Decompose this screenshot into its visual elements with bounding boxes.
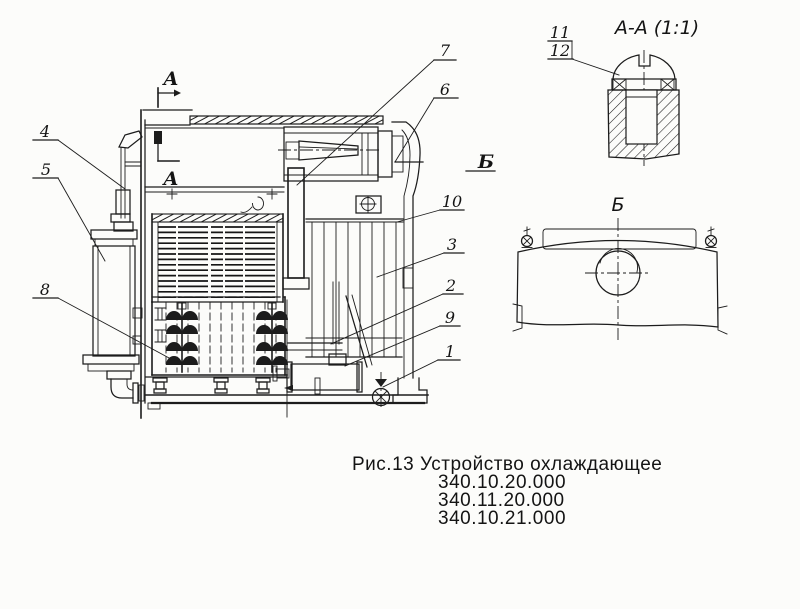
figure-title: Рис.13 Устройство охлаждающее xyxy=(352,454,663,475)
section-aa-title: А-А (1:1) xyxy=(614,17,700,39)
expansion-tank xyxy=(83,131,144,403)
corner-screw-left xyxy=(522,227,533,248)
cylinder-fitting xyxy=(329,354,346,365)
callout-6 xyxy=(395,80,458,162)
fan-spinner-cone xyxy=(299,141,358,160)
hook-detail xyxy=(241,197,264,212)
callout-7 xyxy=(297,41,456,185)
side-clamps xyxy=(155,308,166,342)
right-foot xyxy=(393,378,427,403)
callout-3 xyxy=(377,235,464,277)
callout-2 xyxy=(331,276,463,344)
callout-12 xyxy=(548,41,619,75)
part-number-3: 340.10.21.000 xyxy=(438,508,567,529)
support-column xyxy=(283,168,309,289)
callout-1-label: 1 xyxy=(444,342,456,361)
rear-band xyxy=(543,229,696,249)
callout-8-label: 8 xyxy=(39,280,51,299)
part-number-1: 340.10.20.000 xyxy=(438,472,567,493)
main-view xyxy=(33,41,495,418)
view-b-title: Б xyxy=(611,194,625,216)
callout-2-label: 2 xyxy=(445,276,457,295)
callout-10-label: 10 xyxy=(441,192,463,211)
callout-11 xyxy=(548,23,572,42)
view-b xyxy=(513,194,727,340)
caption xyxy=(352,454,662,529)
fan-compartment xyxy=(152,297,288,375)
radiator-core xyxy=(152,214,283,302)
callout-8 xyxy=(33,280,171,359)
drain-valve xyxy=(373,372,390,410)
callout-4-label: 4 xyxy=(39,122,51,141)
bearing-block xyxy=(356,196,381,213)
bracket-body xyxy=(517,241,718,328)
corner-screw-right xyxy=(706,227,717,248)
view-arrow-label: Б xyxy=(477,151,495,173)
callout-5-label: 5 xyxy=(40,160,52,179)
fan-motor-housing xyxy=(278,127,423,181)
boss-body xyxy=(608,90,679,159)
callout-9-label: 9 xyxy=(444,308,456,327)
section-label-top: А xyxy=(163,68,179,90)
fan-blades xyxy=(166,311,288,365)
callout-10 xyxy=(397,192,464,222)
part-number-2: 340.11.20.000 xyxy=(438,490,565,511)
view-arrow-b xyxy=(466,151,495,173)
callout-7-label: 7 xyxy=(439,41,451,60)
top-hatched-beam xyxy=(190,116,383,124)
section-cut-marks xyxy=(155,68,182,190)
tab-right xyxy=(718,306,727,334)
callout-6-label: 6 xyxy=(439,80,451,99)
section-label-bottom: А xyxy=(163,168,179,190)
callout-12-label: 12 xyxy=(549,41,571,60)
callout-11-label: 11 xyxy=(549,23,571,42)
elbow-pipe xyxy=(111,379,144,403)
callout-1 xyxy=(383,342,460,387)
drain-cock-lever xyxy=(111,131,142,222)
callout-3-label: 3 xyxy=(446,235,458,254)
section-aa-detail xyxy=(548,17,699,166)
louver-shutter xyxy=(306,219,403,357)
right-side-wall xyxy=(392,122,427,403)
